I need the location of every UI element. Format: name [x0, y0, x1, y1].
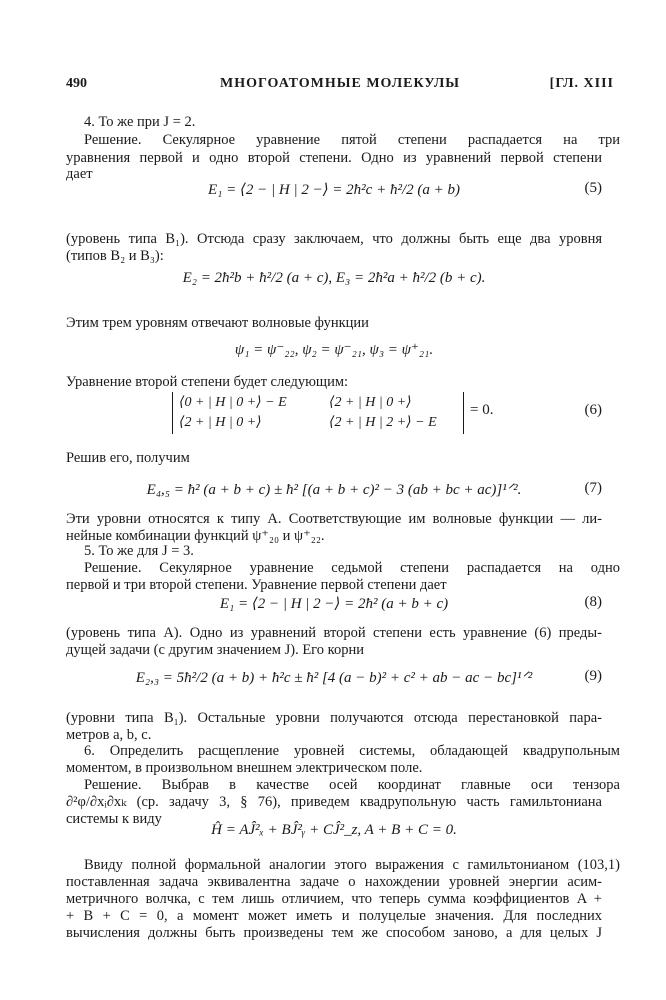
text-line: + B + C = 0, а момент может иметь и полуцелые значения. Для последних	[66, 908, 602, 924]
equation-8-expression: E₁ = ⟨2 − | H | 2 −⟩ = 2ħ² (a + b + c)	[219, 596, 449, 612]
equation-psi-expression: ψ₁ = ψ⁻₂₂, ψ₂ = ψ⁻₂₁, ψ₃ = ψ⁺₂₁.	[234, 342, 434, 358]
equation-8-number: (8)	[584, 594, 602, 610]
text-line: Этим трем уровням отвечают волновые функции	[66, 315, 369, 331]
running-header	[66, 76, 614, 98]
equation-5-number: (5)	[584, 180, 602, 196]
equation-9	[66, 668, 602, 708]
text-line: дущей задачи (с другим значением J). Его корни	[66, 642, 364, 658]
text-line: первой и три второй степени. Уравнение первой степени дает	[66, 577, 447, 593]
text-line: моментом, в произвольном внешнем электрическом поле.	[66, 760, 423, 776]
text-line: Решение. Секулярное уравнение седьмой степени распадается на одно	[84, 560, 620, 576]
equation-7-expression: E₄,₅ = ħ² (a + b + c) ± ħ² [(a + b + c)² − 3 (ab + bc + ac)]¹ᐟ².	[146, 482, 522, 498]
equation-9-number: (9)	[584, 668, 602, 684]
text-line: дает	[66, 166, 93, 182]
text-line: метров a, b, c.	[66, 727, 152, 743]
determinant-6	[172, 392, 464, 434]
equation-7-number: (7)	[584, 480, 602, 496]
text-line: вычисления должны быть произведены тем же способом заново, а для целых J	[66, 925, 602, 941]
text-line: ∂²φ/∂xᵢ∂xₖ (ср. задачу 3, § 76), приведем квадрупольную часть гамильтониана	[66, 794, 602, 810]
equation-e2-e3	[66, 270, 602, 310]
text-line: метричного волчка, с тем лишь отличием, что теперь сумма коэффициентов A +	[66, 891, 602, 907]
text-line: (уровень типа A). Одно из уравнений второй степени есть уравнение (6) преды-	[66, 625, 602, 641]
text-line: системы к виду	[66, 811, 162, 827]
equation-6-number: (6)	[584, 402, 602, 418]
text-line: Уравнение второй степени будет следующим:	[66, 374, 349, 390]
equation-hamiltonian-expression: Ĥ = AĴ²ₓ + BĴ²ᵧ + CĴ²_z, A + B + C = 0.	[211, 822, 457, 838]
text-line: уравнения первой и одно второй степени. Одно из уравнений первой степени	[66, 150, 602, 166]
equation-e2-e3-expression: E₂ = 2ħ²b + ħ²/2 (a + c), E₃ = 2ħ²a + ħ²/2 (b + c).	[182, 270, 486, 286]
text-line: нейные комбинации функций ψ⁺₂₀ и ψ⁺₂₂.	[66, 528, 325, 544]
text-line: Решение. Секулярное уравнение пятой степени распадается на три	[84, 132, 620, 148]
text-line: (типов B₂ и B₃):	[66, 248, 164, 264]
problem-5-heading: 5. То же для J = 3.	[84, 543, 194, 559]
determinant-equals: = 0.	[470, 402, 494, 418]
text-line: поставленная задача эквивалентна задаче о нахождении уровней энергии асим-	[66, 874, 602, 890]
text-line: Решив его, получим	[66, 450, 190, 466]
equation-5	[66, 180, 602, 220]
det-cell-12: ⟨2 + | H | 0 +⟩	[329, 395, 412, 410]
running-title: МНОГОАТОМНЫЕ МОЛЕКУЛЫ	[219, 76, 460, 91]
page-number: 490	[66, 76, 87, 91]
equation-5-expression: E₁ = ⟨2 − | H | 2 −⟩ = 2ħ²c + ħ²/2 (a + b)	[208, 182, 460, 198]
equation-9-expression: E₂,₃ = 5ħ²/2 (a + b) + ħ²c ± ħ² [4 (a − b)² + c² + ab − ac − bc]¹ᐟ²	[135, 670, 533, 686]
problem-6-heading: 6. Определить расщепление уровней системы, обладающей квадрупольным	[84, 743, 620, 759]
text-line: Эти уровни относятся к типу A. Соответствующие им волновые функции — ли-	[66, 511, 602, 527]
text-line: Ввиду полной формальной аналогии этого выражения с гамильтонианом (103,1)	[84, 857, 620, 873]
chapter-label: [ГЛ. XIII	[549, 76, 614, 91]
det-cell-21: ⟨2 + | H | 0 +⟩	[179, 415, 262, 430]
text-line: (уровень типа B₁). Отсюда сразу заключаем, что должны быть еще два уровня	[66, 231, 602, 247]
det-cell-22: ⟨2 + | H | 2 +⟩ − E	[329, 415, 437, 430]
text-line: (уровни типа B₁). Остальные уровни получаются отсюда перестановкой пара-	[66, 710, 602, 726]
det-cell-11: ⟨0 + | H | 0 +⟩ − E	[179, 395, 287, 410]
text-line: Решение. Выбрав в качестве осей координат главные оси тензора	[84, 777, 620, 793]
problem-4-heading: 4. То же при J = 2.	[84, 114, 196, 130]
